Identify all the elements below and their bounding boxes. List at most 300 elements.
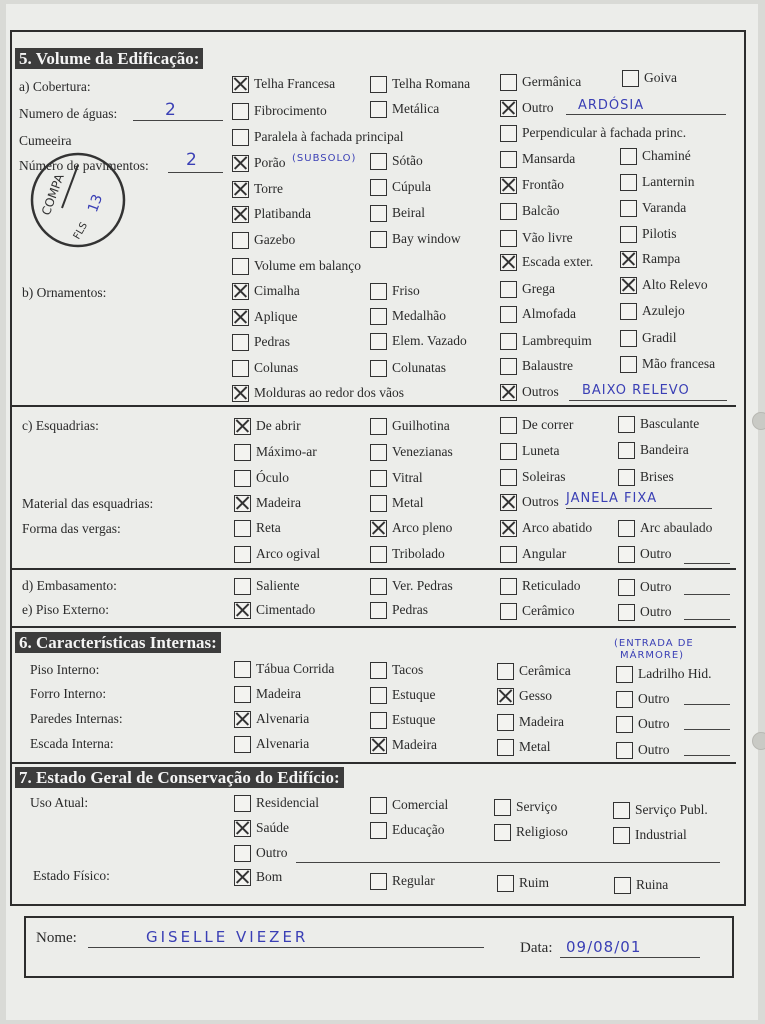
checkbox-aplique[interactable] (232, 309, 249, 326)
option-label: Cúpula (392, 179, 431, 194)
checkbox-emb-outro[interactable] (618, 579, 635, 596)
option-aplique[interactable] (232, 307, 298, 327)
stamp-seal (28, 150, 128, 250)
checkbox-piso-ext-outro[interactable] (618, 604, 635, 621)
checkbox-sotao[interactable] (370, 153, 387, 170)
option-piso-ext-outro[interactable] (618, 602, 672, 622)
checkbox-vitral[interactable] (370, 470, 387, 487)
checkbox-luneta[interactable] (500, 443, 517, 460)
checkbox-arco-pleno[interactable] (370, 520, 387, 537)
divider (10, 762, 736, 764)
option-medalhao[interactable] (370, 306, 446, 326)
checkbox-escada-madeira[interactable] (370, 737, 387, 754)
checkbox-friso[interactable] (370, 283, 387, 300)
option-regular[interactable] (370, 871, 435, 891)
option-label: Madeira (256, 686, 301, 701)
option-gazebo[interactable] (232, 230, 295, 250)
checkbox-chamine[interactable] (620, 148, 637, 165)
option-emb-outro[interactable] (618, 577, 672, 597)
checkbox-arco-abatido[interactable] (500, 520, 517, 537)
checkbox-basculante[interactable] (618, 416, 635, 433)
option-label: Bom (256, 869, 283, 884)
option-label: Almofada (522, 306, 576, 321)
option-label: Lanternin (642, 174, 695, 189)
option-cob-outro[interactable] (500, 98, 554, 118)
checkbox-perpendicular[interactable] (500, 125, 517, 142)
label-estado-fisico: Estado Físico: (33, 868, 110, 883)
option-de-correr[interactable] (500, 415, 573, 435)
checkbox-paredes-madeira[interactable] (497, 714, 514, 731)
option-label: Outros (522, 494, 559, 509)
option-label: Cerâmico (522, 603, 575, 618)
checkbox-outros-esq[interactable] (500, 494, 517, 511)
checkbox-servico-publ[interactable] (613, 802, 630, 819)
label-forma-vergas: Forma das vergas: (22, 521, 121, 536)
checkbox-angular[interactable] (500, 546, 517, 563)
checkbox-escada-exter[interactable] (500, 254, 517, 271)
option-label: Goiva (644, 70, 677, 85)
option-chamine[interactable] (620, 146, 691, 166)
checkbox-gazebo[interactable] (232, 232, 249, 249)
checkbox-servico[interactable] (494, 799, 511, 816)
option-gesso[interactable] (497, 686, 552, 706)
checkbox-volume-balanco[interactable] (232, 258, 249, 275)
option-label: Telha Francesa (254, 76, 336, 91)
checkbox-pedras[interactable] (232, 334, 249, 351)
option-balaustre[interactable] (500, 356, 573, 376)
option-pedras[interactable] (232, 332, 290, 352)
option-alto-relevo[interactable] (620, 275, 708, 295)
checkbox-comercial[interactable] (370, 797, 387, 814)
option-brises[interactable] (618, 467, 674, 487)
option-label: Cimentado (256, 602, 316, 617)
option-label: Bandeira (640, 442, 689, 457)
option-molduras[interactable] (232, 383, 404, 403)
option-label: Ver. Pedras (392, 578, 453, 593)
option-pilotis[interactable] (620, 224, 677, 244)
option-oculo[interactable] (234, 468, 289, 488)
option-label: Molduras ao redor dos vãos (254, 385, 404, 400)
option-label: Angular (522, 546, 567, 561)
option-arco-pleno[interactable] (370, 518, 452, 538)
option-platibanda[interactable] (232, 204, 311, 224)
option-label: Pilotis (642, 226, 677, 241)
checkbox-reta[interactable] (234, 520, 251, 537)
option-label: Industrial (635, 827, 687, 842)
label-cobertura: a) Cobertura: (19, 79, 91, 94)
option-mao-francesa[interactable] (620, 354, 715, 374)
option-vitral[interactable] (370, 468, 423, 488)
option-forro-outro[interactable] (616, 689, 670, 709)
checkbox-azulejo[interactable] (620, 303, 637, 320)
checkbox-industrial[interactable] (613, 827, 630, 844)
option-ver-pedras[interactable] (370, 576, 453, 596)
option-maximo-ar[interactable] (234, 442, 317, 462)
option-label: Brises (640, 469, 674, 484)
checkbox-varanda[interactable] (620, 200, 637, 217)
checkbox-gesso[interactable] (497, 688, 514, 705)
option-label: Telha Romana (392, 76, 471, 91)
checkbox-bandeira[interactable] (618, 442, 635, 459)
nome-value: GISELLE VIEZER (146, 928, 309, 946)
checkbox-religioso[interactable] (494, 824, 511, 841)
field-line (569, 400, 727, 401)
checkbox-forro-outro[interactable] (616, 691, 633, 708)
option-label: Basculante (640, 416, 700, 431)
checkbox-cupula[interactable] (370, 179, 387, 196)
numero-pavimentos-value: 2 (186, 150, 198, 170)
option-label: Volume em balanço (254, 258, 361, 273)
option-label: Perpendicular à fachada princ. (522, 125, 687, 140)
field-line (133, 120, 223, 121)
checkbox-ruim[interactable] (497, 875, 514, 892)
checkbox-paredes-outro[interactable] (616, 716, 633, 733)
checkbox-escada-alvenaria[interactable] (234, 736, 251, 753)
checkbox-balaustre[interactable] (500, 358, 517, 375)
option-torre[interactable] (232, 179, 283, 199)
checkbox-metalica[interactable] (370, 101, 387, 118)
option-label: Tacos (392, 662, 424, 677)
checkbox-madeira-esq[interactable] (234, 495, 251, 512)
option-escada-exter[interactable] (500, 252, 593, 272)
option-colunas[interactable] (232, 358, 298, 378)
option-label: Outro (638, 716, 670, 731)
checkbox-goiva[interactable] (622, 70, 639, 87)
option-orn-outros[interactable] (500, 382, 559, 402)
option-label: Vitral (392, 470, 423, 485)
option-label: Mão francesa (642, 356, 716, 371)
option-rampa[interactable] (620, 249, 680, 269)
option-cimalha[interactable] (232, 281, 300, 301)
checkbox-regular[interactable] (370, 873, 387, 890)
checkbox-rampa[interactable] (620, 251, 637, 268)
data-value: 09/08/01 (566, 938, 642, 956)
checkbox-arc-abaulado[interactable] (618, 520, 635, 537)
punch-hole (752, 732, 765, 750)
option-label: Gesso (519, 688, 552, 703)
option-almofada[interactable] (500, 304, 576, 324)
option-varanda[interactable] (620, 198, 686, 218)
option-label: Grega (522, 281, 555, 296)
option-ruim[interactable] (497, 873, 549, 893)
option-tabua-corrida[interactable] (234, 659, 334, 679)
checkbox-venezianas[interactable] (370, 444, 387, 461)
option-label: Religioso (516, 824, 568, 839)
cobertura-outro-value: ARDÓSIA (578, 98, 645, 113)
option-label: Outro (640, 579, 672, 594)
option-telha-romana[interactable] (370, 74, 470, 94)
numero-aguas-value: 2 (165, 100, 177, 120)
option-industrial[interactable] (613, 825, 687, 845)
checkbox-metal-esq[interactable] (370, 495, 387, 512)
option-ceramica[interactable] (497, 661, 571, 681)
option-telha-francesa[interactable] (232, 74, 335, 94)
option-label: Ruim (519, 875, 550, 890)
option-balcao[interactable] (500, 201, 559, 221)
option-paredes-estuque[interactable] (370, 710, 436, 730)
checkbox-platibanda[interactable] (232, 206, 249, 223)
checkbox-forro-estuque[interactable] (370, 687, 387, 704)
checkbox-gradil[interactable] (620, 330, 637, 347)
checkbox-ladrilho-hid[interactable] (616, 666, 633, 683)
field-line (684, 755, 730, 756)
option-label: Venezianas (392, 444, 453, 459)
option-ladrilho-hid[interactable] (616, 664, 712, 684)
checkbox-saliente[interactable] (234, 578, 251, 595)
checkbox-paralela[interactable] (232, 129, 249, 146)
checkbox-molduras[interactable] (232, 385, 249, 402)
option-cupula[interactable] (370, 177, 431, 197)
option-servico-publ[interactable] (613, 800, 708, 820)
field-line (684, 729, 730, 730)
option-bandeira[interactable] (618, 440, 689, 460)
option-arco-ogival[interactable] (234, 544, 320, 564)
option-label: Medalhão (392, 308, 446, 323)
option-metalica[interactable] (370, 99, 439, 119)
option-sotao[interactable] (370, 151, 423, 171)
checkbox-brises[interactable] (618, 469, 635, 486)
option-goiva[interactable] (622, 68, 677, 88)
checkbox-escada-metal[interactable] (497, 739, 514, 756)
checkbox-maximo-ar[interactable] (234, 444, 251, 461)
checkbox-saude[interactable] (234, 820, 251, 837)
option-azulejo[interactable] (620, 301, 685, 321)
option-label: Beiral (392, 205, 425, 220)
checkbox-cob-outro[interactable] (500, 100, 517, 117)
option-escada-metal[interactable] (497, 737, 551, 757)
checkbox-ceramico[interactable] (500, 603, 517, 620)
option-paredes-outro[interactable] (616, 714, 670, 734)
option-fibrocimento[interactable] (232, 101, 327, 121)
option-bay-window[interactable] (370, 229, 461, 249)
checkbox-uso-outro[interactable] (234, 845, 251, 862)
option-beiral[interactable] (370, 203, 425, 223)
label-numero-aguas: Numero de águas: (19, 106, 118, 121)
checkbox-telha-romana[interactable] (370, 76, 387, 93)
checkbox-lanternin[interactable] (620, 174, 637, 191)
option-elem-vazado[interactable] (370, 331, 467, 351)
label-material-esquadrias: Material das esquadrias: (22, 496, 154, 511)
checkbox-frontao[interactable] (500, 177, 517, 194)
checkbox-arco-ogival[interactable] (234, 546, 251, 563)
option-reticulado[interactable] (500, 576, 580, 596)
option-saliente[interactable] (234, 576, 300, 596)
option-frontao[interactable] (500, 175, 564, 195)
checkbox-colunas[interactable] (232, 360, 249, 377)
option-forro-madeira[interactable] (234, 684, 301, 704)
checkbox-paredes-alvenaria[interactable] (234, 711, 251, 728)
option-luneta[interactable] (500, 441, 559, 461)
option-friso[interactable] (370, 281, 420, 301)
label-uso-atual: Uso Atual: (30, 795, 89, 810)
option-venezianas[interactable] (370, 442, 453, 462)
option-escada-madeira[interactable] (370, 735, 437, 755)
option-lambrequim[interactable] (500, 331, 592, 351)
option-label: Tribolado (392, 546, 445, 561)
option-metal-esq[interactable] (370, 493, 424, 513)
option-escada-outro[interactable] (616, 740, 670, 760)
checkbox-almofada[interactable] (500, 306, 517, 323)
option-label: Madeira (256, 495, 301, 510)
divider (10, 405, 736, 407)
checkbox-residencial[interactable] (234, 795, 251, 812)
option-ceramico[interactable] (500, 601, 574, 621)
option-tribolado[interactable] (370, 544, 445, 564)
checkbox-cimalha[interactable] (232, 283, 249, 300)
checkbox-orn-outros[interactable] (500, 384, 517, 401)
option-paredes-madeira[interactable] (497, 712, 564, 732)
option-label: Elem. Vazado (392, 333, 467, 348)
option-bom[interactable] (234, 867, 282, 887)
option-label: Soleiras (522, 469, 566, 484)
label-forro-interno: Forro Interno: (30, 686, 107, 701)
checkbox-ceramica[interactable] (497, 663, 514, 680)
checkbox-soleiras[interactable] (500, 469, 517, 486)
checkbox-escada-outro[interactable] (616, 742, 633, 759)
option-label: Reticulado (522, 578, 581, 593)
option-label: Máximo-ar (256, 444, 317, 459)
option-label: Germânica (522, 74, 582, 89)
option-servico[interactable] (494, 797, 557, 817)
checkbox-pedras-piso[interactable] (370, 602, 387, 619)
checkbox-balcao[interactable] (500, 203, 517, 220)
option-religioso[interactable] (494, 822, 568, 842)
checkbox-de-abrir[interactable] (234, 418, 251, 435)
field-line (684, 563, 730, 564)
checkbox-verga-outro[interactable] (618, 546, 635, 563)
option-pedras-piso[interactable] (370, 600, 428, 620)
option-label: Outro (256, 845, 288, 860)
option-label: Cerâmica (519, 663, 571, 678)
option-soleiras[interactable] (500, 467, 566, 487)
option-basculante[interactable] (618, 414, 699, 434)
checkbox-bay-window[interactable] (370, 231, 387, 248)
option-escada-alvenaria[interactable] (234, 734, 309, 754)
checkbox-mansarda[interactable] (500, 151, 517, 168)
option-forro-estuque[interactable] (370, 685, 436, 705)
field-line (566, 508, 712, 509)
option-cimentado[interactable] (234, 600, 315, 620)
option-mansarda[interactable] (500, 149, 575, 169)
option-arc-abaulado[interactable] (618, 518, 712, 538)
option-label: Alvenaria (256, 736, 310, 751)
option-de-abrir[interactable] (234, 416, 301, 436)
option-label: Óculo (256, 470, 289, 485)
checkbox-tribolado[interactable] (370, 546, 387, 563)
checkbox-de-correr[interactable] (500, 417, 517, 434)
option-label: Aplique (254, 309, 298, 324)
option-arco-abatido[interactable] (500, 518, 592, 538)
option-label: Luneta (522, 443, 560, 458)
checkbox-cimentado[interactable] (234, 602, 251, 619)
ornamentos-outros-value: BAIXO RELEVO (582, 383, 690, 398)
option-residencial[interactable] (234, 793, 319, 813)
checkbox-oculo[interactable] (234, 470, 251, 487)
checkbox-pilotis[interactable] (620, 226, 637, 243)
option-gradil[interactable] (620, 328, 677, 348)
checkbox-medalhao[interactable] (370, 308, 387, 325)
checkbox-fibrocimento[interactable] (232, 103, 249, 120)
option-label: Alvenaria (256, 711, 310, 726)
option-reta[interactable] (234, 518, 281, 538)
checkbox-bom[interactable] (234, 869, 251, 886)
checkbox-elem-vazado[interactable] (370, 333, 387, 350)
checkbox-porao[interactable] (232, 155, 249, 172)
option-volume-balanco[interactable] (232, 256, 361, 276)
checkbox-grega[interactable] (500, 281, 517, 298)
option-grega[interactable] (500, 279, 555, 299)
option-verga-outro[interactable] (618, 544, 672, 564)
option-comercial[interactable] (370, 795, 448, 815)
label-escada-interna: Escada Interna: (30, 736, 114, 751)
option-label: Serviço Publ. (635, 802, 708, 817)
option-angular[interactable] (500, 544, 566, 564)
option-madeira-esq[interactable] (234, 493, 301, 513)
checkbox-ruina[interactable] (614, 877, 631, 894)
option-label: Friso (392, 283, 420, 298)
checkbox-paredes-estuque[interactable] (370, 712, 387, 729)
checkbox-lambrequim[interactable] (500, 333, 517, 350)
option-label: Outro (640, 546, 672, 561)
option-label: Pedras (392, 602, 428, 617)
checkbox-tacos[interactable] (370, 662, 387, 679)
checkbox-mao-francesa[interactable] (620, 356, 637, 373)
option-label: De abrir (256, 418, 301, 433)
option-label: Vão livre (522, 230, 573, 245)
checkbox-tabua-corrida[interactable] (234, 661, 251, 678)
option-paredes-alvenaria[interactable] (234, 709, 309, 729)
option-educacao[interactable] (370, 820, 444, 840)
option-vao-livre[interactable] (500, 228, 573, 248)
field-line (88, 947, 484, 948)
porao-note: (SUBSOLO) (292, 153, 357, 164)
checkbox-beiral[interactable] (370, 205, 387, 222)
checkbox-forro-madeira[interactable] (234, 686, 251, 703)
checkbox-educacao[interactable] (370, 822, 387, 839)
option-perpendicular[interactable] (500, 123, 686, 143)
checkbox-vao-livre[interactable] (500, 230, 517, 247)
option-label: Frontão (522, 177, 564, 192)
option-label: Residencial (256, 795, 319, 810)
option-outros-esq[interactable] (500, 492, 559, 512)
checkbox-alto-relevo[interactable] (620, 277, 637, 294)
option-ruina[interactable] (614, 875, 668, 895)
option-saude[interactable] (234, 818, 289, 838)
option-lanternin[interactable] (620, 172, 694, 192)
checkbox-germanica[interactable] (500, 74, 517, 91)
option-label: Paralela à fachada principal (254, 129, 404, 144)
option-label: Arc abaulado (640, 520, 713, 535)
option-label: Saliente (256, 578, 300, 593)
option-label: Estuque (392, 687, 436, 702)
checkbox-torre[interactable] (232, 181, 249, 198)
option-label: Reta (256, 520, 281, 535)
checkbox-colunatas[interactable] (370, 360, 387, 377)
option-porao[interactable] (232, 153, 286, 173)
option-germanica[interactable] (500, 72, 581, 92)
option-uso-outro[interactable] (234, 843, 288, 863)
option-paralela[interactable] (232, 127, 404, 147)
checkbox-reticulado[interactable] (500, 578, 517, 595)
option-label: Varanda (642, 200, 687, 215)
option-tacos[interactable] (370, 660, 423, 680)
label-ornamentos: b) Ornamentos: (22, 285, 107, 300)
checkbox-telha-francesa[interactable] (232, 76, 249, 93)
option-guilhotina[interactable] (370, 416, 450, 436)
checkbox-guilhotina[interactable] (370, 418, 387, 435)
option-colunatas[interactable] (370, 358, 446, 378)
checkbox-ver-pedras[interactable] (370, 578, 387, 595)
